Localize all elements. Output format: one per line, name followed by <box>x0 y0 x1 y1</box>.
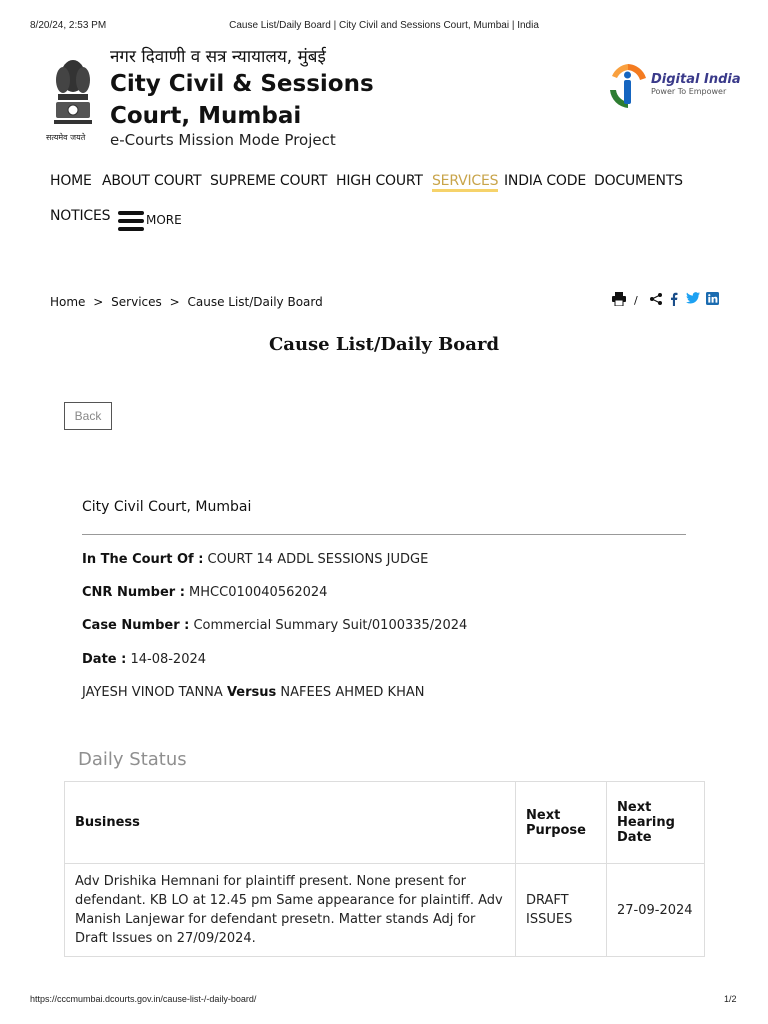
print-icon[interactable] <box>612 292 626 310</box>
nav-india-code[interactable]: INDIA CODE <box>504 173 586 189</box>
print-page-number: 1/2 <box>724 994 737 1004</box>
cell-next-hearing-date: 27-09-2024 <box>607 864 705 957</box>
print-datetime: 8/20/24, 2:53 PM <box>30 20 107 31</box>
court-of-label: In The Court Of : <box>82 552 204 567</box>
parties <box>82 685 424 700</box>
court-of-value: COURT 14 ADDL SESSIONS JUDGE <box>207 552 429 567</box>
nav-services[interactable]: SERVICES <box>432 173 498 192</box>
page-title: Cause List/Daily Board <box>268 334 500 355</box>
nav-supreme-court[interactable]: SUPREME COURT <box>210 173 328 189</box>
respondent-name: NAFEES AHMED KHAN <box>280 685 425 700</box>
nav-home[interactable]: HOME <box>50 173 92 189</box>
petitioner-name: JAYESH VINOD TANNA <box>82 685 223 700</box>
date-field <box>82 652 206 667</box>
court-of-field <box>82 552 428 567</box>
breadcrumb <box>50 295 327 309</box>
divider <box>82 534 686 535</box>
hamburger-menu-icon[interactable] <box>118 210 144 232</box>
national-emblem-logo <box>46 56 96 146</box>
breadcrumb-separator: > <box>169 295 180 309</box>
cell-business: Adv Drishika Hemnani for plaintiff present. None present for defendant. KB LO at 12.45 pm Same appearance for plaintiff. Adv Manish Lanjewar for defendant presetn. Matter stands Adj for Draft Issues on 27/09/2024. <box>65 864 516 957</box>
breadcrumb-services[interactable]: Services <box>111 295 162 309</box>
nav-about-court[interactable]: ABOUT COURT <box>102 173 202 189</box>
emblem-motto: सत्यमेव जयते <box>46 133 86 142</box>
breadcrumb-separator: > <box>93 295 104 309</box>
table-header-row <box>65 782 705 864</box>
daily-status-table <box>64 781 705 957</box>
column-header-next-purpose: Next Purpose <box>516 782 607 864</box>
cell-next-purpose: DRAFT ISSUES <box>516 864 607 957</box>
digital-india-icon <box>606 60 650 112</box>
site-title[interactable]: City Civil & Sessions Court, Mumbai <box>110 71 374 129</box>
print-url: https://cccmumbai.dcourts.gov.in/cause-list-/-daily-board/ <box>30 994 257 1004</box>
share-separator: / <box>634 294 638 307</box>
breadcrumb-home[interactable]: Home <box>50 295 86 309</box>
cnr-label: CNR Number : <box>82 585 185 600</box>
date-value: 14-08-2024 <box>130 652 207 667</box>
case-number-field <box>82 618 467 633</box>
linkedin-icon[interactable] <box>706 292 719 309</box>
daily-status-heading: Daily Status <box>78 749 187 770</box>
cnr-value: MHCC010040562024 <box>189 585 328 600</box>
breadcrumb-current: Cause List/Daily Board <box>187 295 323 309</box>
versus-label: Versus <box>226 685 277 700</box>
case-number-value: Commercial Summary Suit/0100335/2024 <box>193 618 468 633</box>
print-doc-title: Cause List/Daily Board | City Civil and Sessions Court, Mumbai | India <box>229 20 539 31</box>
facebook-icon[interactable] <box>670 292 678 310</box>
digital-india-tagline: Power To Empower <box>651 87 727 96</box>
table-row <box>65 864 705 957</box>
site-subtitle: e-Courts Mission Mode Project <box>110 131 336 149</box>
digital-india-title: Digital India <box>651 72 741 87</box>
nav-notices[interactable]: NOTICES <box>50 208 111 224</box>
share-icon[interactable] <box>650 292 662 310</box>
date-label: Date : <box>82 652 127 667</box>
case-number-label: Case Number : <box>82 618 190 633</box>
twitter-icon[interactable] <box>686 292 700 308</box>
court-name: City Civil Court, Mumbai <box>82 499 252 515</box>
nav-documents[interactable]: DOCUMENTS <box>594 173 683 189</box>
back-button[interactable]: Back <box>64 402 112 430</box>
hindi-title: नगर दिवाणी व सत्र न्यायालय, मुंबई <box>110 47 326 67</box>
column-header-next-hearing-date: Next Hearing Date <box>607 782 705 864</box>
nav-high-court[interactable]: HIGH COURT <box>336 173 423 189</box>
column-header-business: Business <box>65 782 516 864</box>
nav-more[interactable]: MORE <box>146 213 182 227</box>
cnr-field <box>82 585 327 600</box>
